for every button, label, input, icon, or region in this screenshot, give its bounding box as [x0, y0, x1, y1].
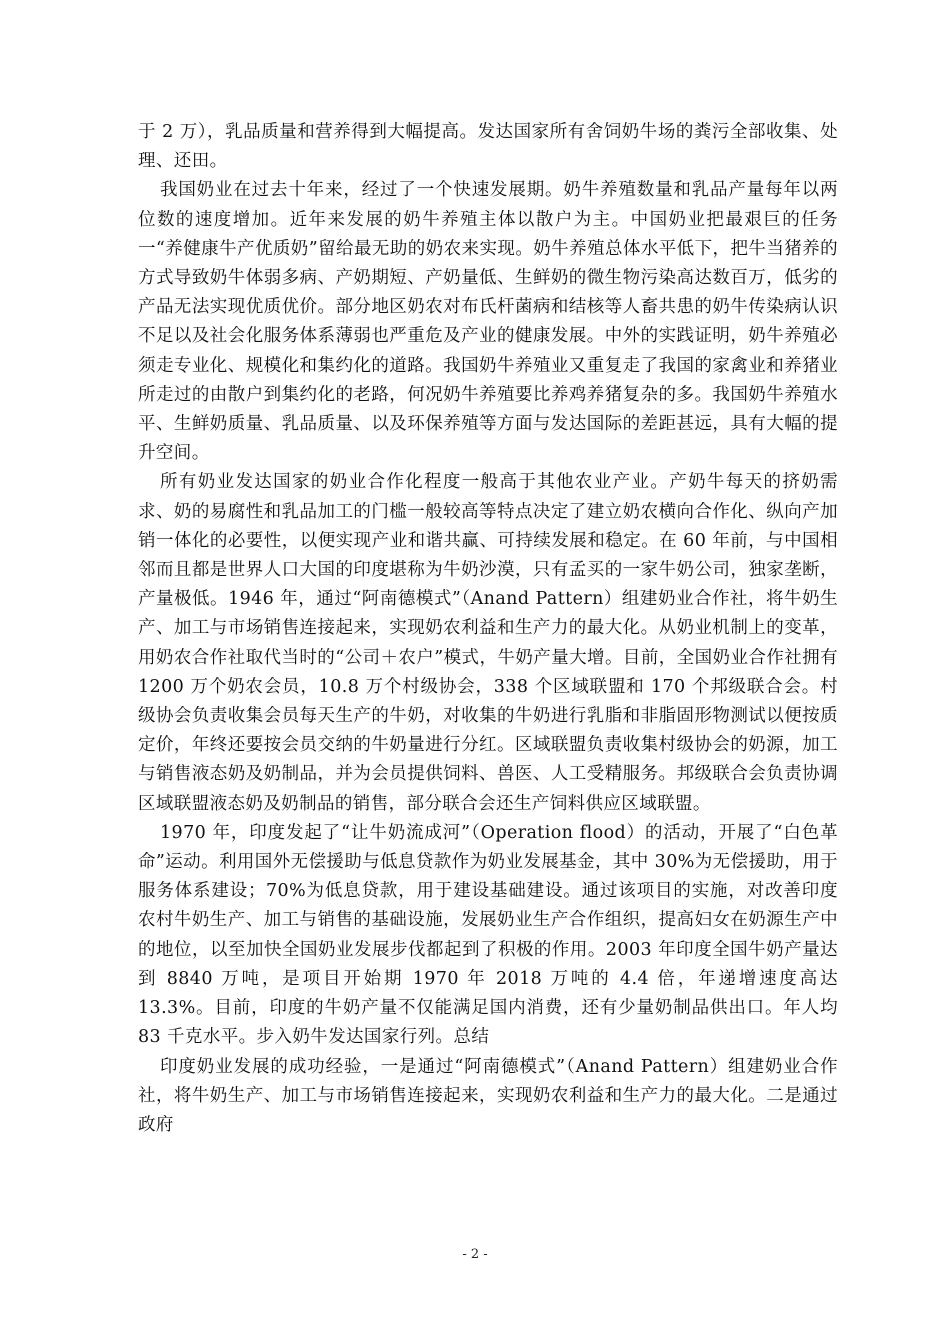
- paragraph-continuation: 于 2 万），乳品质量和营养得到大幅提高。发达国家所有舍饲奶牛场的粪污全部收集、处理、还田。: [138, 122, 838, 172]
- page-number: - 2 -: [462, 1247, 488, 1262]
- paragraph-operation-flood: 1970 年，印度发起了“让牛奶流成河”（Operation flood）的活动，开展了“白色革命”运动。利用国外无偿援助与低息贷款作为奶业发展基金，其中 30%为无偿援助，用于服务体系建设；70%为低息贷款，用于建设基础建设。通过该项目的实施，对改善印度农村牛奶生产、加工与销售的基础设施，发展奶业生产合作组织，提高妇女在奶源生产中的地位，以至加快全国奶业发展步伐都起到了积极的作用。2003 年印度全国牛奶产量达到 8840 万吨，是项目开始期 1970 年 2018 万吨的 4.4 倍，年递增速度高达 13.3%。目前，印度的牛奶产量不仅能满足国内消费，还有少量奶制品供出口。年人均 83 千克水平。步入奶牛发达国家行列。总结: [138, 822, 838, 1048]
- body-text: [138, 118, 838, 1140]
- paragraph-cooperatives: 所有奶业发达国家的奶业合作化程度一般高于其他农业产业。产奶牛每天的挤奶需求、奶的易腐性和乳品加工的门槛一般较高等特点决定了建立奶农横向合作化、纵向产加销一体化的必要性，以便实现产业和谐共赢、可持续发展和稳定。在 60 年前，与中国相邻而且都是世界人口大国的印度堪称为牛奶沙漠，只有孟买的一家牛奶公司，独家垄断，产量极低。1946 年，通过“阿南德模式”（Anand Pattern）组建奶业合作社，将牛奶生产、加工与市场销售连接起来，实现奶农利益和生产力的最大化。从奶业机制上的变革，用奶农合作社取代当时的“公司＋农户”模式，牛奶产量大增。目前，全国奶业合作社拥有 1200 万个奶农会员，10.8 万个村级协会，338 个区域联盟和 170 个邦级联合会。村级协会负责收集会员每天生产的牛奶，对收集的牛奶进行乳脂和非脂固形物测试以便按质定价，年终还要按会员交纳的牛奶量进行分红。区域联盟负责收集村级协会的奶源，加工与销售液态奶及奶制品，并为会员提供饲料、兽医、人工受精服务。邦级联合会负责协调区域联盟液态奶及奶制品的销售，部分联合会还生产饲料供应区域联盟。: [138, 472, 838, 814]
- paragraph-china-dairy: 我国奶业在过去十年来，经过了一个快速发展期。奶牛养殖数量和乳品产量每年以两位数的速度增加。近年来发展的奶牛养殖主体以散户为主。中国奶业把最艰巨的任务一“养健康牛产优质奶”留给最无助的奶农来实现。奶牛养殖总体水平低下，把牛当猪养的方式导致奶牛体弱多病、产奶期短、产奶量低、生鲜奶的微生物污染高达数百万，低劣的产品无法实现优质优价。部分地区奶农对布氏杆菌病和结核等人畜共患的奶牛传染病认识不足以及社会化服务体系薄弱也严重危及产业的健康发展。中外的实践证明，奶牛养殖必须走专业化、规模化和集约化的道路。我国奶牛养殖业又重复走了我国的家禽业和养猪业所走过的由散户到集约化的老路，何况奶牛养殖要比养鸡养猪复杂的多。我国奶牛养殖水平、生鲜奶质量、乳品质量、以及环保养殖等方面与发达国际的差距甚远，具有大幅的提升空间。: [138, 180, 838, 464]
- paragraph-india-experience: 印度奶业发展的成功经验，一是通过“阿南德模式”（Anand Pattern）组建奶业合作社，将牛奶生产、加工与市场销售连接起来，实现奶农利益和生产力的最大化。二是通过政府: [138, 1056, 838, 1135]
